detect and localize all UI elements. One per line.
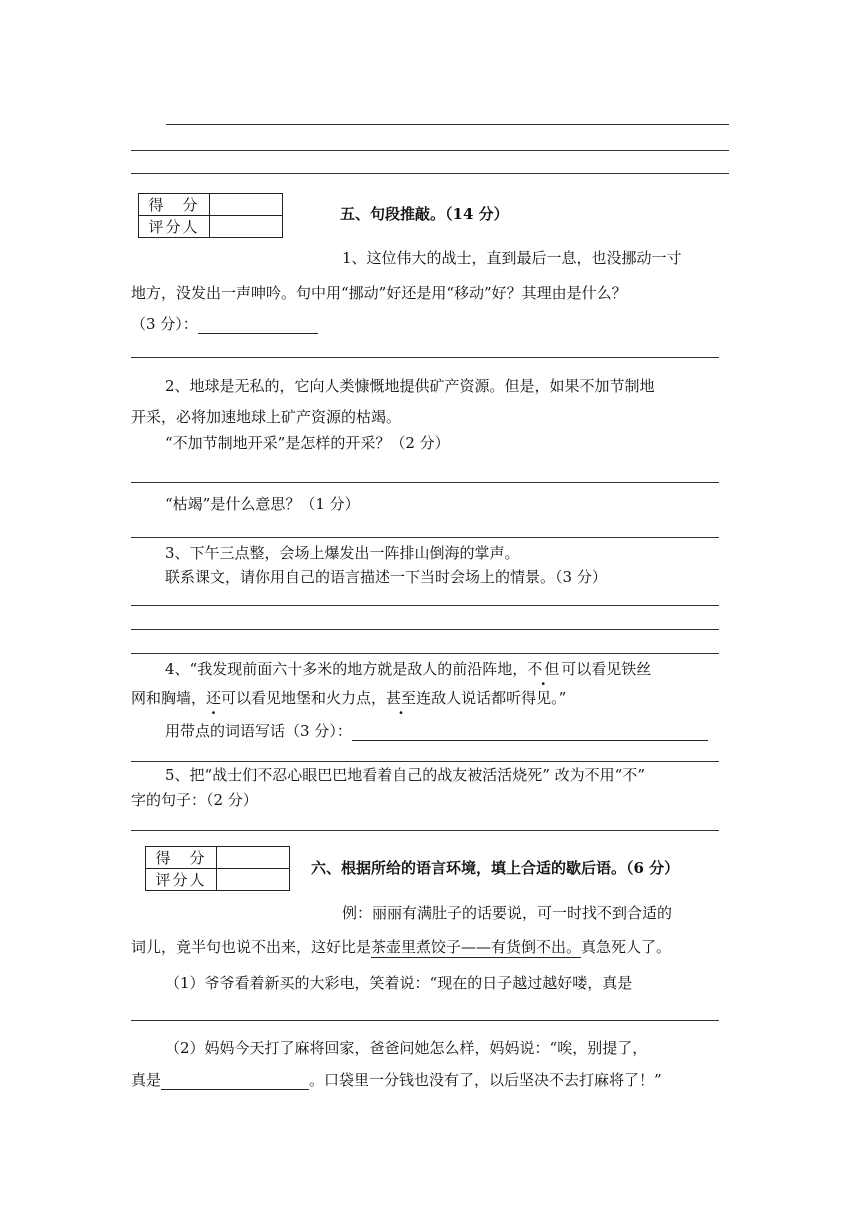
answer-line[interactable] — [131, 150, 729, 151]
q5-line2: 字的句子：（2 分） — [131, 791, 258, 809]
q3-line2: 联系课文，请你用自己的语言描述一下当时会场上的情景。（3 分） — [165, 568, 607, 586]
q4-text: 可以看见铁丝 — [561, 660, 652, 678]
section6-heading: 六、根据所给的语言环境，填上合适的歇后语。（6 分） — [311, 859, 680, 877]
grader-cell[interactable] — [210, 216, 283, 238]
q4-text: 连敌人说话都听得见。” — [416, 689, 567, 707]
answer-line[interactable] — [131, 173, 729, 174]
answer-line[interactable] — [131, 629, 719, 630]
score-cell[interactable] — [210, 194, 283, 216]
dotted-word: 不但 — [527, 660, 562, 678]
example-text: 词儿，竟半句也说不出来，这好比是 — [131, 938, 372, 956]
q1-blank[interactable] — [198, 315, 318, 334]
q1-line1: 1、这位伟大的战士，直到最后一息，也没挪动一寸 — [342, 249, 682, 267]
s6-q2-line1: （2）妈妈今天打了麻将回家，爸爸问她怎么样，妈妈说：“唉，别提了， — [165, 1039, 648, 1057]
q4-blank[interactable] — [352, 722, 708, 741]
q4-text: 可以看见地堡和火力点， — [221, 689, 387, 707]
q1-line2: 地方，没发出一声呻吟。句中用“挪动”好还是用“移动”好？其理由是什么？ — [131, 284, 627, 302]
score-box — [145, 846, 290, 891]
q4-text: 网和胸墙， — [131, 689, 207, 707]
grader-label: 评分人 — [139, 216, 210, 238]
q1-line3 — [131, 314, 318, 334]
grader-label: 评分人 — [146, 869, 217, 891]
answer-line[interactable] — [131, 830, 719, 831]
q2-line1: 2、地球是无私的，它向人类慷慨地提供矿产资源。但是，如果不加节制地 — [165, 377, 655, 395]
q4-prompt: 用带点的词语写话（3 分）： — [165, 722, 352, 740]
q2-sub2: “枯竭”是什么意思？（1 分） — [165, 495, 360, 513]
answer-line[interactable] — [131, 653, 719, 654]
answer-line[interactable] — [131, 357, 719, 358]
score-label: 得 分 — [139, 194, 210, 216]
q5-line1: 5、把“战士们不忍心眼巴巴地看着自己的战友被活活烧死” 改为不用“不” — [165, 766, 645, 784]
answer-line[interactable] — [131, 537, 719, 538]
example-line2 — [131, 937, 671, 958]
dotted-word: 甚至 — [386, 689, 417, 707]
s6-q2-text: 。口袋里一分钱也没有了，以后坚决不去打麻将了！” — [309, 1071, 662, 1089]
section5-heading: 五、句段推敲。（14 分） — [340, 205, 509, 223]
q4-line3 — [165, 721, 708, 741]
example-answer: 茶壶里煮饺子——有货倒不出。 — [371, 938, 582, 956]
q3-line1: 3、下午三点整，会场上爆发出一阵排山倒海的掌声。 — [165, 544, 520, 562]
score-label: 得 分 — [146, 847, 217, 869]
q4-line1 — [165, 659, 651, 679]
example-text: 真急死人了。 — [581, 938, 672, 956]
answer-line[interactable] — [131, 482, 719, 483]
s6-q2-line2 — [131, 1070, 662, 1090]
q2-sub1: “不加节制地开采”是怎样的开采？（2 分） — [165, 434, 450, 452]
s6-q2-blank[interactable] — [161, 1071, 309, 1090]
dotted-word: 还 — [206, 689, 222, 707]
score-cell[interactable] — [217, 847, 290, 869]
s6-q1: （1）爷爷看着新买的大彩电，笑着说：“现在的日子越过越好喽，真是 — [165, 974, 633, 992]
q4-line2 — [131, 688, 566, 708]
grader-cell[interactable] — [217, 869, 290, 891]
s6-q2-text: 真是 — [131, 1071, 162, 1089]
answer-line[interactable] — [131, 605, 719, 606]
q2-line2: 开采，必将加速地球上矿产资源的枯竭。 — [131, 408, 402, 426]
answer-line[interactable] — [131, 1020, 719, 1021]
score-box — [138, 193, 283, 238]
answer-line[interactable] — [166, 124, 729, 125]
q1-points: （3 分）： — [131, 315, 198, 333]
answer-line[interactable] — [131, 761, 719, 762]
q4-text: 4、“我发现前面六十多米的地方就是敌人的前沿阵地， — [165, 660, 528, 678]
example-line1: 例：丽丽有满肚子的话要说，可一时找不到合适的 — [342, 904, 673, 922]
